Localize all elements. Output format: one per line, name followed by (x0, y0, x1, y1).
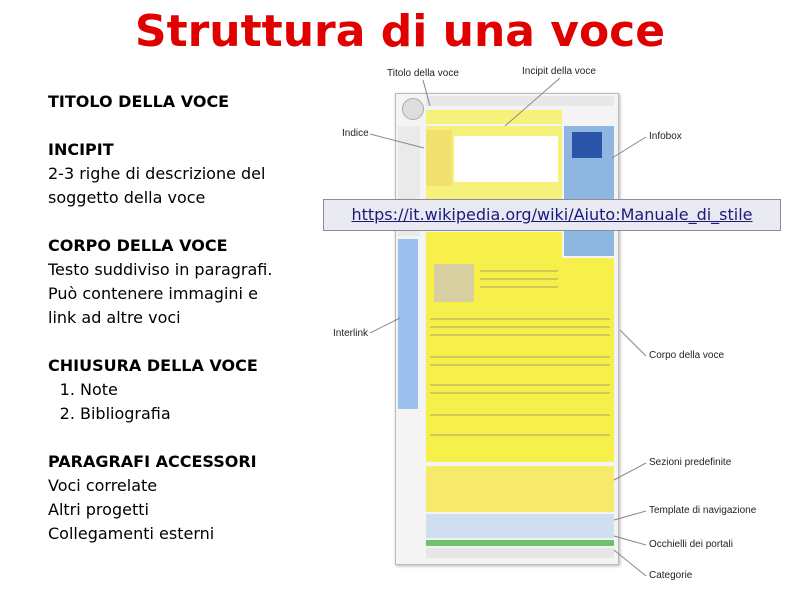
label-occhielli: Occhielli dei portali (649, 539, 733, 550)
corpo-line-2: Può contenere immagini e (48, 284, 258, 303)
label-incipit-voce: Incipit della voce (522, 66, 596, 77)
manual-style-link[interactable]: https://it.wikipedia.org/wiki/Aiuto:Manuale_di_stile (351, 205, 753, 224)
corpo-line-1: Testo suddiviso in paragrafi. (48, 260, 273, 279)
label-infobox: Infobox (649, 131, 682, 142)
list-item: 2. Bibliografia (80, 402, 338, 426)
paragrafi-line-2: Altri progetti (48, 500, 149, 519)
heading-paragrafi: PARAGRAFI ACCESSORI (48, 452, 257, 471)
label-indice: Indice (342, 128, 369, 139)
label-interlink: Interlink (333, 328, 369, 339)
paragrafi-line-3: Collegamenti esterni (48, 524, 215, 543)
paragrafi-line-1: Voci correlate (48, 476, 158, 495)
heading-incipit: INCIPIT (48, 140, 114, 159)
label-corpo-voce: Corpo della voce (649, 350, 725, 361)
label-titolo-voce: Titolo della voce (387, 68, 459, 79)
label-sezioni: Sezioni predefinite (649, 457, 732, 468)
incipit-line-2: soggetto della voce (48, 188, 206, 207)
incipit-line-1: 2-3 righe di descrizione del (48, 164, 266, 183)
heading-corpo: CORPO DELLA VOCE (48, 236, 228, 255)
slide-title: Struttura di una voce (134, 6, 666, 57)
heading-titolo: TITOLO DELLA VOCE (48, 92, 230, 111)
corpo-line-3: link ad altre voci (48, 308, 181, 327)
url-box (323, 199, 781, 231)
list-item: 1. Note (80, 378, 338, 402)
heading-chiusura: CHIUSURA DELLA VOCE (48, 356, 258, 375)
label-categorie: Categorie (649, 570, 693, 581)
label-template-nav: Template di navigazione (649, 505, 757, 516)
